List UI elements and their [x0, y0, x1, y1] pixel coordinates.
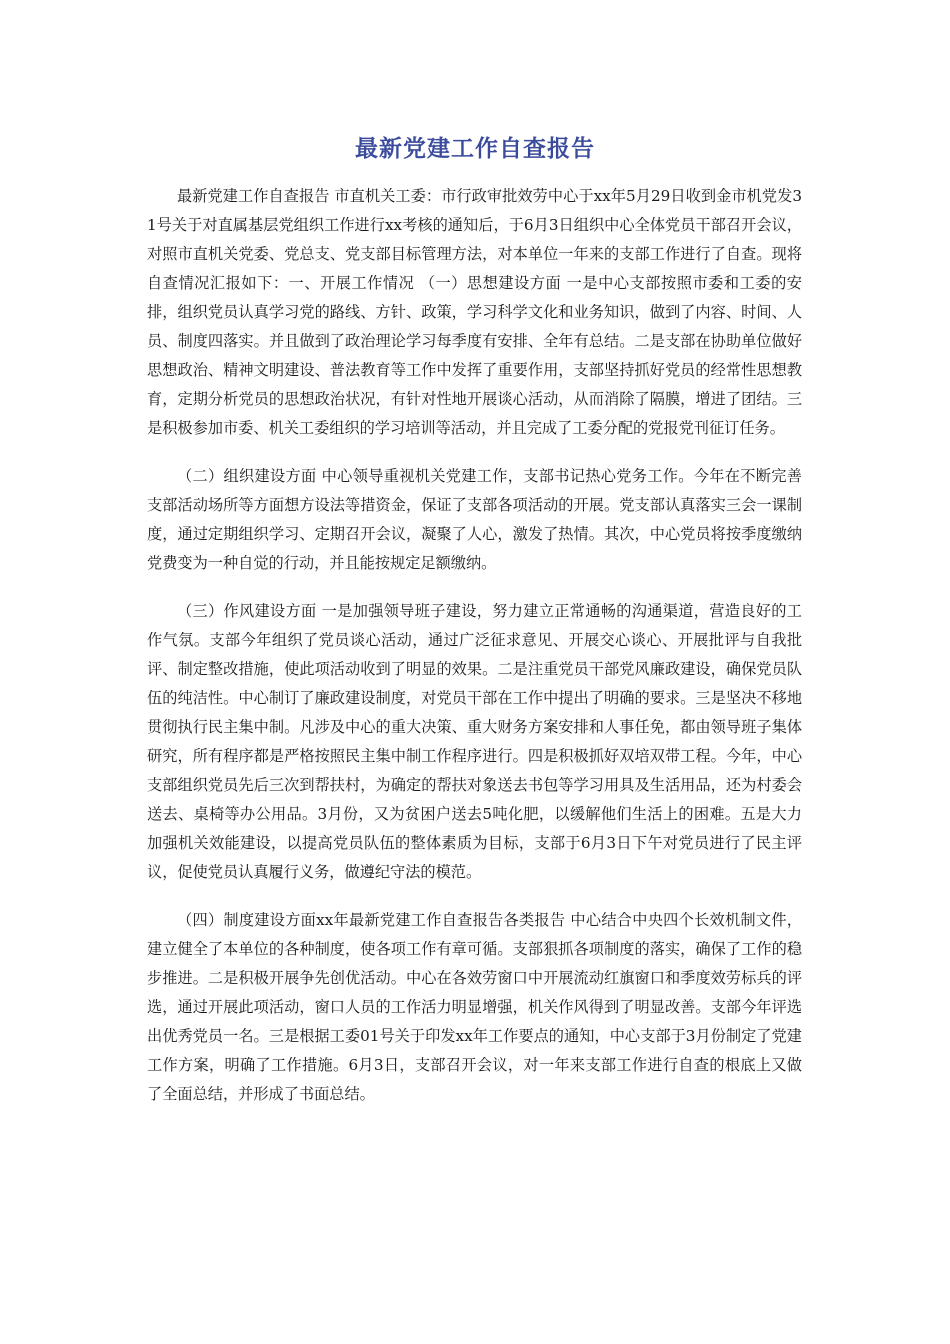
paragraph-1: 最新党建工作自查报告 市直机关工委：市行政审批效劳中心于xx年5月29日收到金市机党发31号关于对直属基层党组织工作进行xx考核的通知后，于6月3日组织中心全体党员干部召开会议，对照市直机关党委、党总支、党支部目标管理方法，对本单位一年来的支部工作进行了自查。现将自查情况汇报如下：一、开展工作情况 （一）思想建设方面 一是中心支部按照市委和工委的安排，组织党员认真学习党的路线、方针、政策，学习科学文化和业务知识，做到了内容、时间、人员、制度四落实。并且做到了政治理论学习每季度有安排、全年有总结。二是支部在协助单位做好思想政治、精神文明建设、普法教育等工作中发挥了重要作用，支部坚持抓好党员的经常性思想教育，定期分析党员的思想政治状况，有针对性地开展谈心活动，从而消除了隔膜，增进了团结。三是积极参加市委、机关工委组织的学习培训等活动，并且完成了工委分配的党报党刊征订任务。 [147, 187, 802, 437]
paragraph-2: （二）组织建设方面 中心领导重视机关党建工作，支部书记热心党务工作。今年在不断完善支部活动场所等方面想方设法等措资金，保证了支部各项活动的开展。党支部认真落实三会一课制度，通过定期组织学习、定期召开会议，凝聚了人心，激发了热情。其次，中心党员将按季度缴纳党费变为一种自觉的行动，并且能按规定足额缴纳。 [147, 467, 802, 572]
paragraph-3: （三）作风建设方面 一是加强领导班子建设，努力建立正常通畅的沟通渠道，营造良好的工作气氛。支部今年组织了党员谈心活动，通过广泛征求意见、开展交心谈心、开展批评与自我批评、制定整改措施，使此项活动收到了明显的效果。二是注重党员干部党风廉政建设，确保党员队伍的纯洁性。中心制订了廉政建设制度，对党员干部在工作中提出了明确的要求。三是坚决不移地贯彻执行民主集中制。凡涉及中心的重大决策、重大财务方案安排和人事任免，都由领导班子集体研究，所有程序都是严格按照民主集中制工作程序进行。四是积极抓好双培双带工程。今年，中心支部组织党员先后三次到帮扶村，为确定的帮扶对象送去书包等学习用具及生活用品，还为村委会送去、桌椅等办公用品。3月份，又为贫困户送去5吨化肥，以缓解他们生活上的困难。五是大力加强机关效能建设，以提高党员队伍的整体素质为目标，支部于6月3日下午对党员进行了民主评议，促使党员认真履行义务，做遵纪守法的模范。 [147, 602, 802, 881]
paragraph-4: （四）制度建设方面xx年最新党建工作自查报告各类报告 中心结合中央四个长效机制文件，建立健全了本单位的各种制度，使各项工作有章可循。支部狠抓各项制度的落实，确保了工作的稳步推进。二是积极开展争先创优活动。中心在各效劳窗口中开展流动红旗窗口和季度效劳标兵的评选，通过开展此项活动，窗口人员的工作活力明显增强，机关作风得到了明显改善。支部今年评选出优秀党员一名。三是根据工委01号关于印发xx年工作要点的通知，中心支部于3月份制定了党建工作方案，明确了工作措施。6月3日，支部召开会议，对一年来支部工作进行自查的根底上又做了全面总结，并形成了书面总结。 [147, 911, 802, 1103]
document-body [147, 182, 802, 1128]
document-title: 最新党建工作自查报告 [355, 136, 595, 162]
